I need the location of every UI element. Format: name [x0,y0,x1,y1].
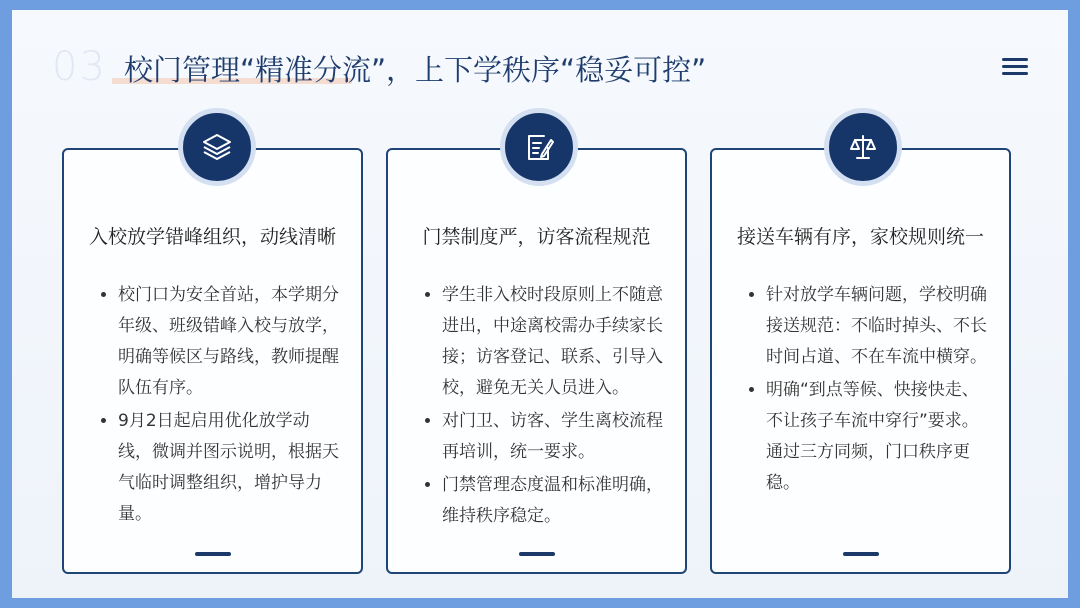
list-item: • 学生非入校时段原则上不随意进出，中途离校需办手续家长接；访客登记、联系、引导入校，避免无关人员进入。 [442,280,667,404]
list-item: • 校门口为安全首站，本学期分年级、班级错峰入校与放学，明确等候区与路线，教师提醒队伍有序。 [118,280,343,404]
edit-document-icon [500,108,578,186]
card-footer-bar [519,552,555,556]
card-access-control [386,148,687,574]
card-vehicle-order [710,148,1011,574]
scales-icon [824,108,902,186]
page-title: 校门管理“精准分流”，上下学秩序“稳妥可控” [124,53,707,87]
card-heading: 接送车辆有序，家校规则统一 [736,226,984,248]
list-item: • 门禁管理态度温和标准明确，维持秩序稳定。 [442,470,667,532]
card-bullet-list [738,280,991,501]
card-footer-bar [195,552,231,556]
layers-icon [178,108,256,186]
card-staggered-entry [62,148,363,574]
list-item: • 9月2日起启用优化放学动线，微调并图示说明，根据天气临时调整组织，增护导力量。 [118,406,343,530]
card-footer-bar [843,552,879,556]
card-bullet-list [90,280,343,532]
list-item: • 明确“到点等候、快接快走、不让孩子车流中穿行”要求。通过三方同频，门口秩序更稳。 [766,375,991,499]
list-item: • 针对放学车辆问题，学校明确接送规范：不临时掉头、不长时间占道、不在车流中横穿。 [766,280,991,373]
card-heading: 入校放学错峰组织，动线清晰 [88,226,336,248]
list-item: • 对门卫、访客、学生离校流程再培训，统一要求。 [442,406,667,468]
card-bullet-list [414,280,667,534]
section-number: 03 [52,44,107,90]
card-heading: 门禁制度严，访客流程规范 [422,226,651,248]
menu-icon[interactable] [1002,58,1028,76]
